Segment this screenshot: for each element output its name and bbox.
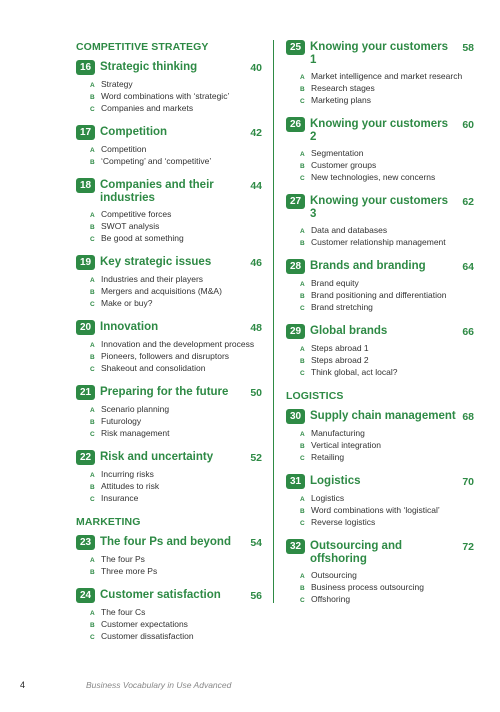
unit-number-badge: 25 — [286, 40, 305, 55]
topic-letter: A — [90, 407, 95, 414]
topic-text: Outsourcing — [311, 570, 357, 580]
unit-title: Preparing for the future — [100, 386, 229, 398]
unit-page-number: 58 — [462, 42, 474, 54]
unit-page-number: 44 — [250, 180, 262, 192]
unit-topics-list — [90, 554, 262, 578]
unit-title: Knowing your customers 3 — [310, 195, 449, 220]
topic-item — [90, 428, 262, 440]
unit-title: Logistics — [310, 475, 361, 487]
unit-number-badge: 24 — [76, 588, 95, 603]
unit-header — [76, 125, 262, 140]
topic-text: Offshoring — [311, 594, 351, 604]
topic-item — [300, 278, 474, 290]
topic-item — [300, 505, 474, 517]
topic-text: Brand equity — [311, 278, 359, 288]
topic-text: Steps abroad 1 — [311, 343, 369, 353]
unit-title: Strategic thinking — [100, 61, 198, 73]
topic-letter: B — [300, 508, 305, 515]
topic-item — [300, 355, 474, 367]
topic-letter: C — [300, 175, 305, 182]
topic-text: Scenario planning — [101, 404, 170, 414]
unit-page-number: 46 — [250, 257, 262, 269]
topic-letter: A — [90, 277, 95, 284]
unit-number-badge: 28 — [286, 259, 305, 274]
unit-entry — [286, 40, 474, 107]
topic-letter: A — [300, 228, 305, 235]
unit-entry — [76, 60, 262, 115]
unit-number-badge: 27 — [286, 194, 305, 209]
topic-text: Strategy — [101, 79, 133, 89]
topic-item — [90, 493, 262, 505]
topic-letter: A — [300, 496, 305, 503]
topic-item — [90, 103, 262, 115]
right-column — [286, 40, 474, 616]
topic-letter: A — [90, 82, 95, 89]
unit-entry — [286, 539, 474, 606]
topic-text: Data and databases — [311, 225, 388, 235]
topic-text: Insurance — [101, 493, 139, 503]
unit-title: Knowing your customers 1 — [310, 41, 449, 66]
unit-entry — [286, 474, 474, 529]
topic-item — [300, 428, 474, 440]
topic-text: Competitive forces — [101, 209, 172, 219]
topic-letter: B — [90, 159, 95, 166]
topic-item — [90, 469, 262, 481]
topic-item — [90, 619, 262, 631]
topic-item — [300, 594, 474, 606]
unit-title: Knowing your customers 2 — [310, 118, 449, 143]
topic-item — [90, 566, 262, 578]
unit-number-badge: 22 — [76, 450, 95, 465]
topic-letter: A — [300, 151, 305, 158]
topic-letter: B — [90, 354, 95, 361]
topic-text: Vertical integration — [311, 440, 381, 450]
unit-title: Outsourcing and offshoring — [310, 540, 402, 565]
topic-item — [90, 404, 262, 416]
unit-header — [76, 535, 262, 550]
book-title: Business Vocabulary in Use Advanced — [86, 680, 232, 690]
topic-item — [300, 225, 474, 237]
unit-page-number: 50 — [250, 387, 262, 399]
unit-page-number: 66 — [462, 326, 474, 338]
unit-entry — [76, 125, 262, 168]
unit-page-number: 72 — [462, 541, 474, 553]
unit-entry — [286, 409, 474, 464]
section-heading: LOGISTICS — [286, 390, 344, 402]
topic-text: Industries and their players — [101, 274, 204, 284]
topic-letter: B — [300, 443, 305, 450]
topic-letter: B — [90, 94, 95, 101]
unit-title: Risk and uncertainty — [100, 451, 214, 463]
topic-item — [90, 156, 262, 168]
unit-page-number: 56 — [250, 590, 262, 602]
unit-page-number: 68 — [462, 411, 474, 423]
unit-number-badge: 32 — [286, 539, 305, 554]
topic-item — [90, 144, 262, 156]
topic-letter: B — [90, 622, 95, 629]
unit-topics-list — [90, 469, 262, 505]
unit-page-number: 62 — [462, 196, 474, 208]
unit-header — [286, 324, 474, 339]
unit-title: Supply chain management — [310, 410, 456, 422]
topic-text: Customer dissatisfaction — [101, 631, 194, 641]
unit-page-number: 42 — [250, 127, 262, 139]
unit-entry — [76, 320, 262, 375]
topic-item — [90, 631, 262, 643]
topic-letter: B — [300, 293, 305, 300]
unit-header — [286, 409, 474, 424]
topic-letter: C — [300, 98, 305, 105]
unit-topics-list — [300, 278, 474, 314]
topic-letter: A — [90, 212, 95, 219]
topic-letter: C — [300, 370, 305, 377]
topic-item — [300, 440, 474, 452]
topic-letter: C — [300, 520, 305, 527]
topic-letter: A — [90, 472, 95, 479]
topic-item — [90, 363, 262, 375]
topic-item — [300, 95, 474, 107]
topic-text: Retailing — [311, 452, 345, 462]
topic-item — [300, 302, 474, 314]
topic-text: Reverse logistics — [311, 517, 376, 527]
unit-topics-list — [300, 225, 474, 249]
topic-text: Three more Ps — [101, 566, 158, 576]
unit-header — [286, 259, 474, 274]
topic-letter: A — [300, 573, 305, 580]
unit-entry — [76, 255, 262, 310]
unit-topics-list — [90, 607, 262, 643]
unit-topics-list — [300, 71, 474, 107]
topic-letter: A — [90, 610, 95, 617]
topic-text: Word combinations with ‘logistical’ — [311, 505, 440, 515]
topic-letter: B — [90, 484, 95, 491]
unit-title: Competition — [100, 126, 168, 138]
unit-header — [286, 474, 474, 489]
topic-item — [90, 481, 262, 493]
topic-letter: A — [90, 557, 95, 564]
topic-item — [90, 274, 262, 286]
topic-letter: C — [90, 496, 95, 503]
unit-number-badge: 19 — [76, 255, 95, 270]
unit-topics-list — [90, 274, 262, 310]
left-column — [76, 40, 262, 653]
topic-text: SWOT analysis — [101, 221, 160, 231]
topic-text: Marketing plans — [311, 95, 372, 105]
topic-item — [90, 221, 262, 233]
unit-number-badge: 20 — [76, 320, 95, 335]
topic-item — [90, 607, 262, 619]
topic-item — [300, 83, 474, 95]
topic-item — [90, 339, 262, 351]
unit-number-badge: 18 — [76, 178, 95, 193]
unit-number-badge: 26 — [286, 117, 305, 132]
unit-topics-list — [300, 428, 474, 464]
topic-text: Business process outsourcing — [311, 582, 424, 592]
topic-text: Mergers and acquisitions (M&A) — [101, 286, 222, 296]
unit-entry — [286, 194, 474, 249]
unit-number-badge: 29 — [286, 324, 305, 339]
unit-header — [76, 178, 262, 205]
unit-topics-list — [300, 493, 474, 529]
unit-title: Key strategic issues — [100, 256, 212, 268]
unit-page-number: 52 — [250, 452, 262, 464]
topic-text: Futurology — [101, 416, 142, 426]
topic-text: Make or buy? — [101, 298, 153, 308]
unit-header — [76, 450, 262, 465]
unit-header — [286, 539, 474, 566]
topic-item — [300, 71, 474, 83]
unit-topics-list — [90, 339, 262, 375]
unit-page-number: 70 — [462, 476, 474, 488]
topic-letter: B — [90, 419, 95, 426]
topic-item — [90, 416, 262, 428]
unit-page-number: 64 — [462, 261, 474, 273]
unit-page-number: 48 — [250, 322, 262, 334]
topic-text: Brand positioning and differentiation — [311, 290, 447, 300]
topic-letter: A — [300, 431, 305, 438]
unit-header — [76, 385, 262, 400]
topic-item — [90, 233, 262, 245]
topic-text: Market intelligence and market research — [311, 71, 463, 81]
topic-letter: B — [300, 86, 305, 93]
topic-text: Risk management — [101, 428, 170, 438]
unit-entry — [76, 450, 262, 505]
unit-number-badge: 30 — [286, 409, 305, 424]
topic-item — [90, 91, 262, 103]
topic-letter: C — [300, 597, 305, 604]
topic-text: Research stages — [311, 83, 375, 93]
unit-topics-list — [90, 209, 262, 245]
page-number: 4 — [20, 680, 26, 690]
topic-item — [90, 79, 262, 91]
unit-entry — [76, 178, 262, 245]
topic-letter: B — [300, 240, 305, 247]
topic-letter: A — [300, 281, 305, 288]
topic-letter: C — [90, 106, 95, 113]
topic-text: Incurring risks — [101, 469, 154, 479]
topic-text: Think global, act local? — [311, 367, 398, 377]
topic-text: Customer groups — [311, 160, 377, 170]
topic-text: Competition — [101, 144, 147, 154]
topic-text: Segmentation — [311, 148, 364, 158]
unit-header — [286, 194, 474, 221]
column-divider — [273, 40, 274, 603]
section-heading: MARKETING — [76, 516, 141, 528]
unit-title: Customer satisfaction — [100, 589, 221, 601]
topic-letter: B — [300, 585, 305, 592]
unit-topics-list — [90, 144, 262, 168]
topic-letter: C — [300, 305, 305, 312]
topic-letter: A — [300, 74, 305, 81]
unit-topics-list — [300, 148, 474, 184]
topic-letter: C — [90, 634, 95, 641]
unit-title: Global brands — [310, 325, 388, 337]
topic-item — [300, 493, 474, 505]
unit-entry — [286, 324, 474, 379]
section-heading: COMPETITIVE STRATEGY — [76, 41, 209, 53]
unit-header — [76, 60, 262, 75]
unit-number-badge: 17 — [76, 125, 95, 140]
topic-item — [300, 237, 474, 249]
topic-text: ‘Competing’ and ‘competitive’ — [101, 156, 212, 166]
topic-text: The four Cs — [101, 607, 146, 617]
topic-letter: B — [90, 224, 95, 231]
topic-item — [300, 160, 474, 172]
topic-text: Companies and markets — [101, 103, 194, 113]
unit-page-number: 54 — [250, 537, 262, 549]
topic-item — [300, 172, 474, 184]
topic-letter: B — [90, 569, 95, 576]
unit-header — [76, 320, 262, 335]
unit-topics-list — [300, 343, 474, 379]
topic-text: Pioneers, followers and disruptors — [101, 351, 230, 361]
topic-letter: C — [300, 455, 305, 462]
topic-text: Customer expectations — [101, 619, 188, 629]
topic-text: The four Ps — [101, 554, 145, 564]
topic-item — [300, 517, 474, 529]
topic-text: Attitudes to risk — [101, 481, 160, 491]
unit-topics-list — [300, 570, 474, 606]
topic-letter: C — [90, 366, 95, 373]
topic-text: Word combinations with ‘strategic’ — [101, 91, 230, 101]
topic-text: Innovation and the development process — [101, 339, 255, 349]
unit-number-badge: 21 — [76, 385, 95, 400]
topic-item — [90, 298, 262, 310]
topic-item — [300, 582, 474, 594]
topic-letter: A — [90, 342, 95, 349]
unit-title: The four Ps and beyond — [100, 536, 231, 548]
unit-header — [76, 588, 262, 603]
topic-letter: C — [90, 236, 95, 243]
unit-title: Innovation — [100, 321, 159, 333]
topic-text: Logistics — [311, 493, 345, 503]
topic-letter: A — [300, 346, 305, 353]
topic-letter: C — [90, 431, 95, 438]
unit-header — [76, 255, 262, 270]
topic-item — [300, 367, 474, 379]
topic-text: Be good at something — [101, 233, 184, 243]
unit-number-badge: 31 — [286, 474, 305, 489]
unit-header — [286, 40, 474, 67]
topic-item — [90, 286, 262, 298]
topic-letter: B — [300, 163, 305, 170]
unit-entry — [76, 535, 262, 578]
unit-title: Brands and branding — [310, 260, 426, 272]
topic-item — [90, 554, 262, 566]
unit-entry — [76, 385, 262, 440]
unit-topics-list — [90, 404, 262, 440]
topic-letter: A — [90, 147, 95, 154]
unit-page-number: 60 — [462, 119, 474, 131]
unit-number-badge: 23 — [76, 535, 95, 550]
topic-letter: C — [90, 301, 95, 308]
topic-item — [300, 290, 474, 302]
topic-item — [300, 148, 474, 160]
topic-item — [300, 452, 474, 464]
unit-header — [286, 117, 474, 144]
unit-topics-list — [90, 79, 262, 115]
topic-item — [90, 351, 262, 363]
topic-text: New technologies, new concerns — [311, 172, 436, 182]
unit-page-number: 40 — [250, 62, 262, 74]
unit-entry — [286, 117, 474, 184]
topic-text: Shakeout and consolidation — [101, 363, 206, 373]
topic-text: Steps abroad 2 — [311, 355, 369, 365]
topic-text: Brand stretching — [311, 302, 373, 312]
topic-letter: B — [300, 358, 305, 365]
unit-entry — [286, 259, 474, 314]
topic-item — [300, 343, 474, 355]
unit-number-badge: 16 — [76, 60, 95, 75]
topic-text: Customer relationship management — [311, 237, 446, 247]
unit-entry — [76, 588, 262, 643]
topic-letter: B — [90, 289, 95, 296]
topic-item — [90, 209, 262, 221]
topic-item — [300, 570, 474, 582]
unit-title: Companies and their industries — [100, 179, 214, 204]
topic-text: Manufacturing — [311, 428, 365, 438]
